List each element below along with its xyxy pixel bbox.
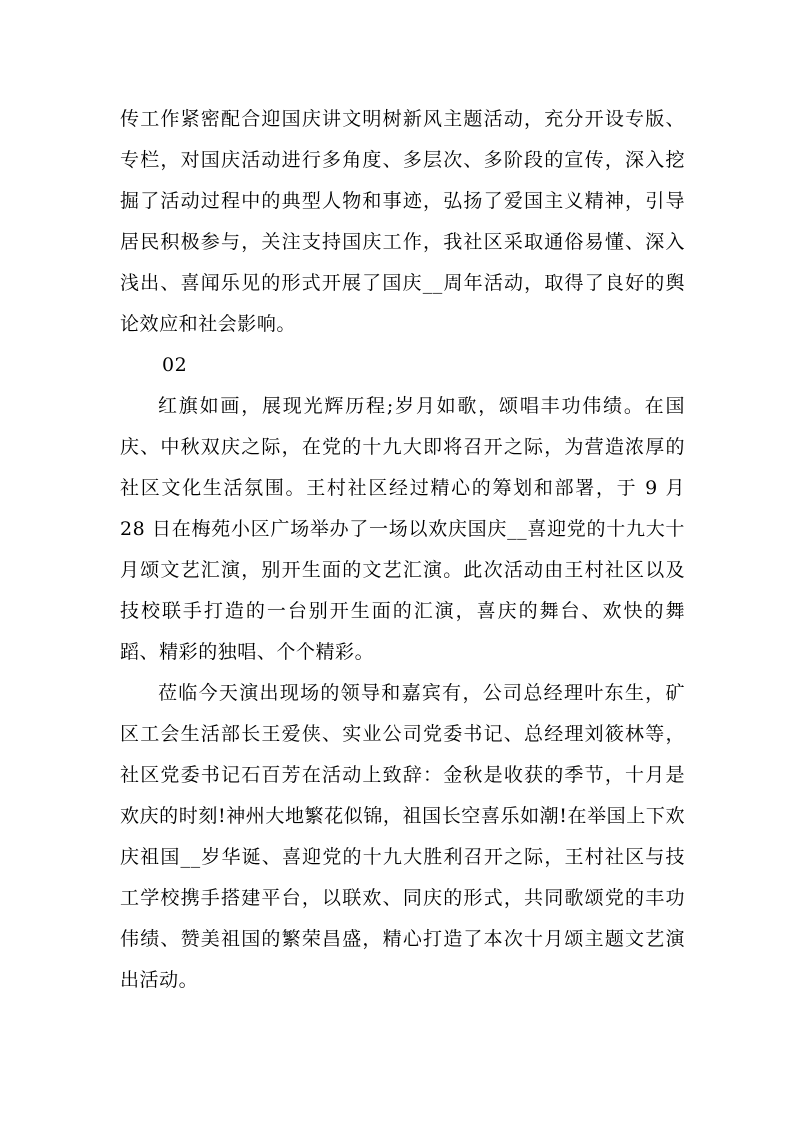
paragraph-celebration: 红旗如画，展现光辉历程;岁月如歌，颂唱丰功伟绩。在国庆、中秋双庆之际，在党的十九大即将召开之际，为营造浓厚的社区文化生活氛围。王村社区经过精心的筹划和部署，于 9 月 28 日在梅苑小区广场举办了一场以欢庆国庆__喜迎党的十九大十月颂文艺汇演，别开生面的文艺汇演。此次活动由王村社区以及技校联手打造的一台别开生面的汇演，喜庆的舞台、欢快的舞蹈、精彩的独唱、个个精彩。 bbox=[120, 395, 685, 663]
paragraph-continuation: 传工作紧密配合迎国庆讲文明树新风主题活动，充分开设专版、专栏，对国庆活动进行多角度、多层次、多阶段的宣传，深入挖掘了活动过程中的典型人物和事迹，弘扬了爱国主义精神，引导居民积极参与，关注支持国庆工作，我社区采取通俗易懂、深入浅出、喜闻乐见的形式开展了国庆__周年活动，取得了良好的舆论效应和社会影响。 bbox=[120, 108, 685, 335]
section-marker: 02 bbox=[162, 354, 188, 376]
paragraph-guests: 莅临今天演出现场的领导和嘉宾有，公司总经理叶东生，矿区工会生活部长王爱侠、实业公司党委书记、总经理刘筱林等，社区党委书记石百芳在活动上致辞：金秋是收获的季节，十月是欢庆的时刻!神州大地繁花似锦，祖国长空喜乐如潮!在举国上下欢庆祖国__岁华诞、喜迎党的十九大胜利召开之际，王村社区与技工学校携手搭建平台，以联欢、同庆的形式，共同歌颂党的丰功伟绩、赞美祖国的繁荣昌盛，精心打造了本次十月颂主题文艺演出活动。 bbox=[120, 682, 685, 991]
document-body bbox=[120, 99, 685, 1001]
